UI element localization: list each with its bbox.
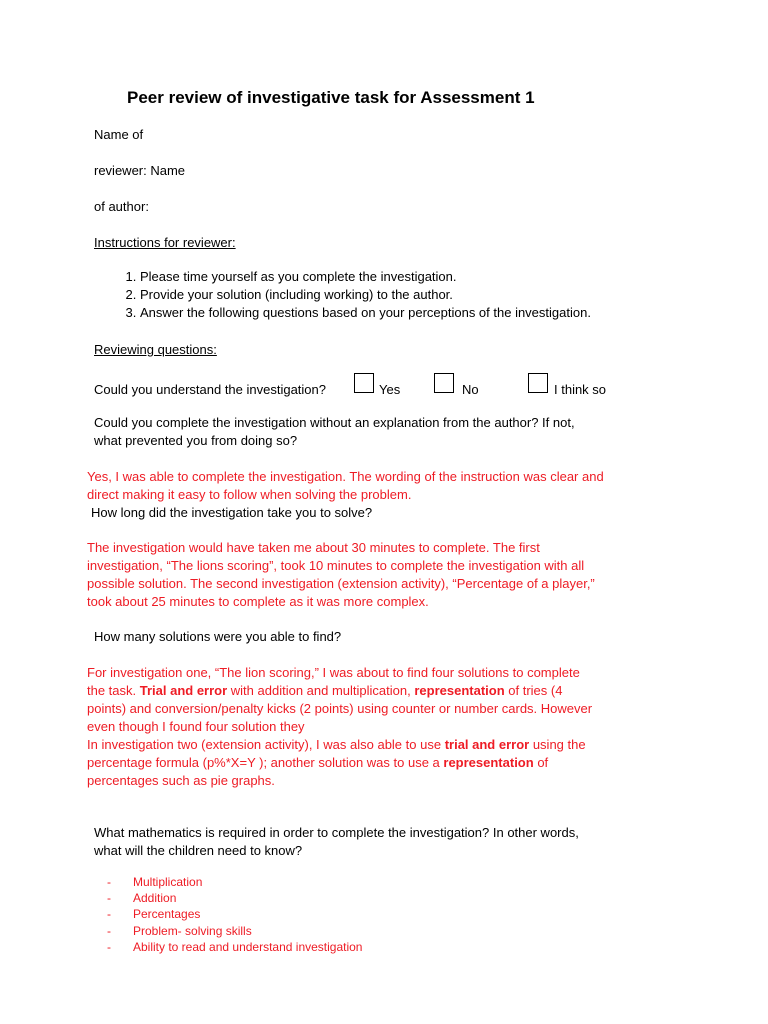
list-item: - Percentages (107, 906, 362, 922)
answer-line (87, 754, 592, 772)
author-label: of author: (94, 199, 149, 214)
answer-solutions (87, 664, 592, 790)
question-understand: Could you understand the investigation? (94, 382, 326, 397)
mathematics-list (107, 874, 362, 955)
reviewing-heading: Reviewing questions: (94, 342, 217, 357)
answer-text: of (533, 755, 549, 770)
instructions-heading: Instructions for reviewer: (94, 235, 236, 250)
answer-text: the task. (87, 683, 140, 698)
list-item: - Addition (107, 890, 362, 906)
answer-line (87, 736, 592, 754)
answer-line: Yes, I was able to complete the investigation. The wording of the instruction was clear and (87, 469, 604, 484)
no-checkbox[interactable] (434, 373, 454, 393)
instructions-list (94, 268, 591, 322)
answer-emphasis: representation (414, 683, 505, 698)
name-of-label: Name of (94, 127, 144, 142)
instruction-item: 3. Answer the following questions based on your perceptions of the investigation. (140, 304, 591, 322)
question-mathematics (94, 824, 579, 860)
answer-line: The investigation would have taken me about 30 minutes to complete. The first (87, 540, 540, 555)
question-complete (94, 414, 575, 450)
i-think-so-option-label: I think so (554, 382, 607, 397)
question-how-long: How long did the investigation take you to solve? (91, 505, 373, 520)
question-line: What mathematics is required in order to complete the investigation? In other words, (94, 825, 579, 840)
answer-line: For investigation one, “The lion scoring,” I was about to find four solutions to complete (87, 665, 580, 680)
answer-line: percentages such as pie graphs. (87, 773, 275, 788)
answer-emphasis: Trial and error (139, 683, 228, 698)
answer-text: percentage formula (p%*X=Y ); another solution was to use a (87, 755, 444, 770)
answer-line: even though I found four solution they (87, 719, 305, 734)
reviewer-name-label: reviewer: Name (94, 163, 186, 178)
answer-complete (87, 468, 604, 504)
question-line: what will the children need to know? (94, 843, 303, 858)
answer-line: investigation, “The lions scoring”, took 10 minutes to complete the investigation with all (87, 558, 585, 573)
answer-text: of tries (4 (504, 683, 563, 698)
i-think-so-checkbox[interactable] (528, 373, 548, 393)
answer-how-long (87, 539, 595, 611)
question-line: Could you complete the investigation without an explanation from the author? If not, (94, 415, 575, 430)
answer-text: with addition and multiplication, (227, 683, 415, 698)
answer-line: direct making it easy to follow when solving the problem. (87, 487, 412, 502)
instruction-item: 2. Provide your solution (including working) to the author. (140, 286, 591, 304)
yes-option-label: Yes (379, 382, 401, 397)
list-item: - Problem- solving skills (107, 923, 362, 939)
question-line: what prevented you from doing so? (94, 433, 298, 448)
answer-line: took about 25 minutes to complete as it was more complex. (87, 594, 429, 609)
no-option-label: No (462, 382, 479, 397)
answer-text: using the (529, 737, 586, 752)
page-title: Peer review of investigative task for Assessment 1 (127, 88, 535, 107)
answer-emphasis: trial and error (444, 737, 530, 752)
answer-emphasis: representation (443, 755, 534, 770)
answer-line: possible solution. The second investigation (extension activity), “Percentage of a player,” (87, 576, 595, 591)
answer-line (87, 682, 592, 700)
question-solutions: How many solutions were you able to find? (94, 629, 342, 644)
instruction-item: 1. Please time yourself as you complete the investigation. (140, 268, 591, 286)
answer-line: points) and conversion/penalty kicks (2 points) using counter or number cards. However (87, 701, 593, 716)
answer-text: In investigation two (extension activity), I was also able to use (87, 737, 445, 752)
list-item: - Ability to read and understand investigation (107, 939, 362, 955)
list-item: - Multiplication (107, 874, 362, 890)
yes-checkbox[interactable] (354, 373, 374, 393)
